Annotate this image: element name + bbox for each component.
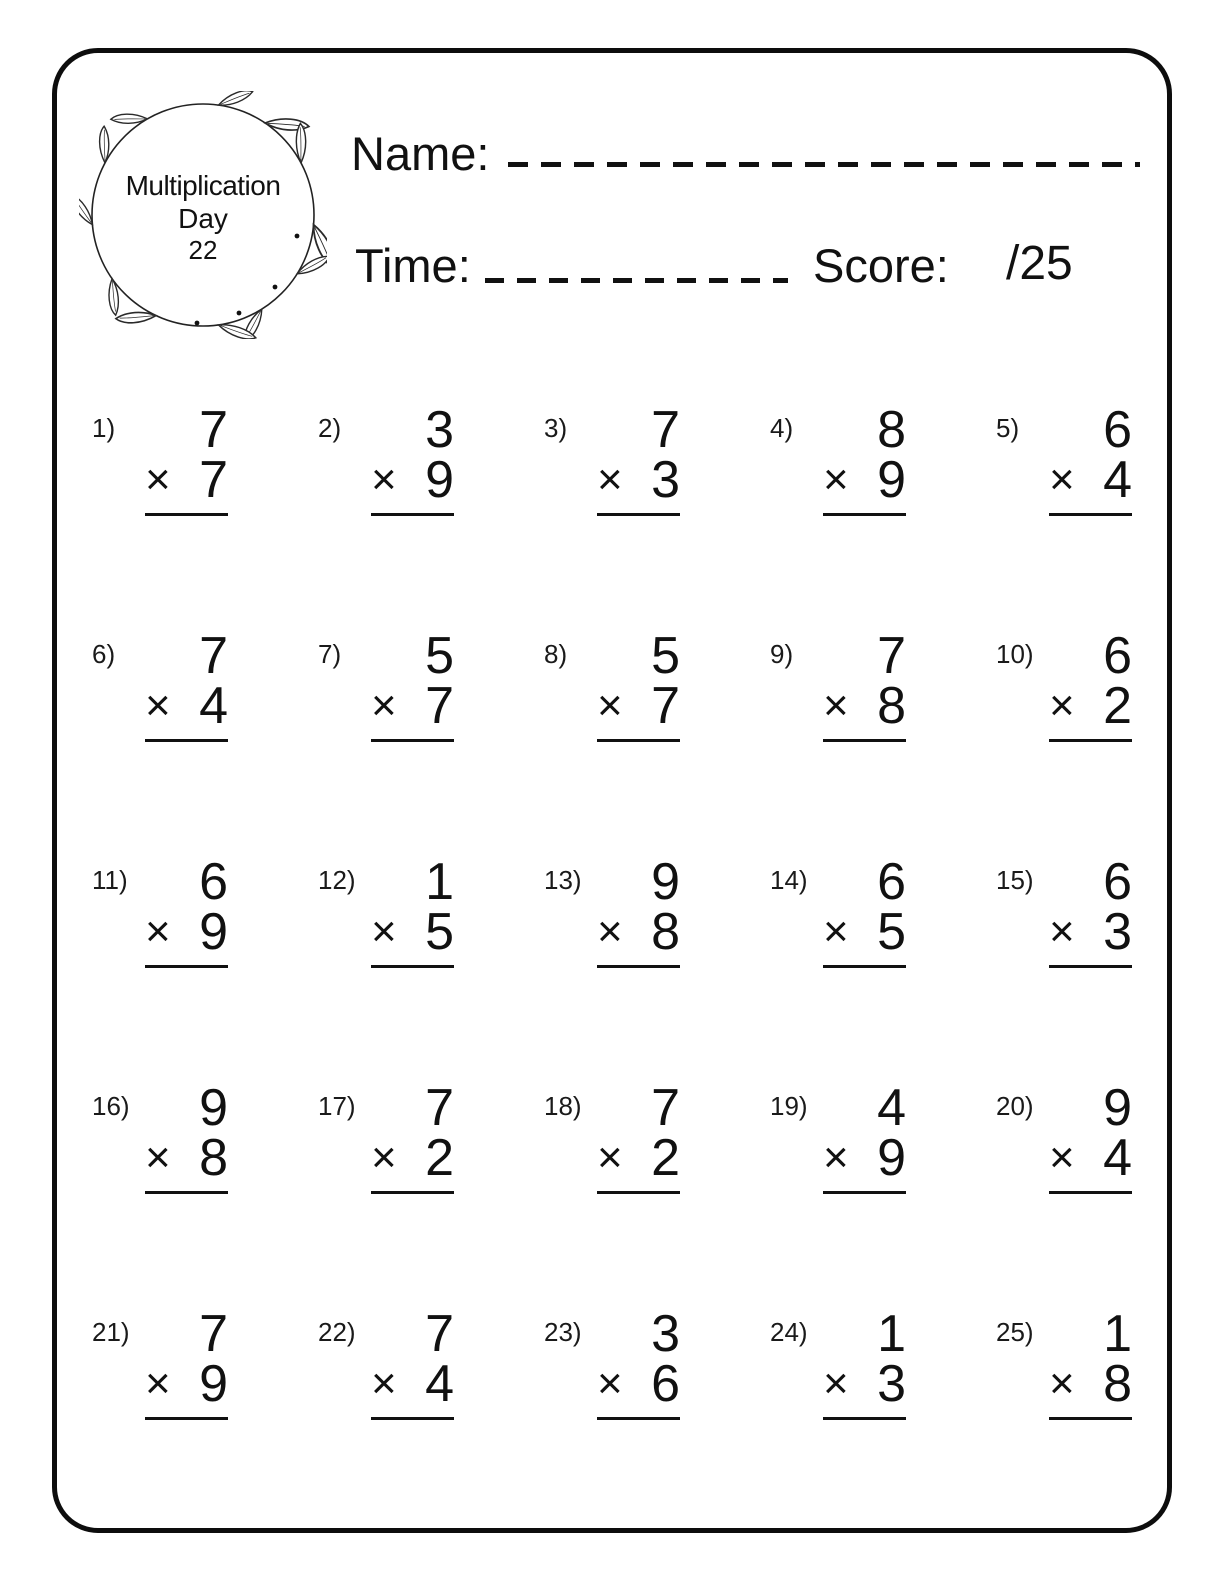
problem-cell (994, 1079, 1220, 1309)
problem-stack (597, 401, 680, 516)
multiplier: 8 (199, 1129, 228, 1187)
multiplicand: 6 (877, 853, 906, 911)
problem-stack (597, 627, 680, 742)
score-value: /25 (1006, 237, 1073, 290)
problem-number: 11) (92, 865, 128, 895)
times-icon: × (597, 1359, 623, 1408)
times-icon: × (145, 681, 171, 730)
problem-cell (768, 401, 994, 631)
problem-stack (371, 401, 454, 516)
multiplicand: 1 (1103, 1305, 1132, 1363)
multiplicand: 7 (877, 627, 906, 685)
multiplicand: 7 (199, 1305, 228, 1363)
problem-number: 20) (996, 1091, 1034, 1121)
problem-stack (823, 1079, 906, 1194)
multiplicand: 3 (651, 1305, 680, 1363)
multiplier: 8 (1103, 1355, 1132, 1413)
problem-cell (316, 853, 542, 1083)
problem-stack (597, 1079, 680, 1194)
problem-cell (994, 1305, 1220, 1535)
problem-stack (1049, 1079, 1132, 1194)
problem-stack (597, 1305, 680, 1420)
multiplier: 7 (651, 677, 680, 735)
problem-stack (823, 401, 906, 516)
multiplicand: 7 (199, 401, 228, 459)
multiplier: 7 (199, 451, 228, 509)
problem-stack (145, 853, 228, 968)
multiplier: 9 (877, 1129, 906, 1187)
multiplicand: 3 (425, 401, 454, 459)
problem-number: 19) (770, 1091, 808, 1121)
times-icon: × (371, 455, 397, 504)
score-label: Score: (813, 239, 949, 292)
multiplier: 9 (199, 1355, 228, 1413)
multiplier: 5 (425, 903, 454, 961)
problem-stack (145, 401, 228, 516)
multiplier: 2 (651, 1129, 680, 1187)
times-icon: × (597, 1133, 623, 1182)
problem-number: 3) (544, 413, 568, 443)
problem-cell (90, 853, 316, 1083)
problem-number: 8) (544, 639, 568, 669)
multiplicand: 7 (651, 1079, 680, 1137)
multiplier: 2 (425, 1129, 454, 1187)
times-icon: × (145, 1133, 171, 1182)
problem-stack (1049, 1305, 1132, 1420)
multiplicand: 7 (425, 1305, 454, 1363)
multiplier: 9 (425, 451, 454, 509)
problem-number: 13) (544, 865, 582, 895)
problem-number: 12) (318, 865, 356, 895)
multiplier: 3 (1103, 903, 1132, 961)
problem-stack (371, 627, 454, 742)
problem-cell (90, 1079, 316, 1309)
problem-number: 2) (318, 413, 342, 443)
problem-number: 16) (92, 1091, 130, 1121)
multiplier: 3 (651, 451, 680, 509)
multiplicand: 1 (425, 853, 454, 911)
times-icon: × (1049, 455, 1075, 504)
times-icon: × (1049, 1359, 1075, 1408)
multiplier: 7 (425, 677, 454, 735)
problem-number: 21) (92, 1317, 130, 1347)
problem-number: 14) (770, 865, 808, 895)
multiplier: 4 (199, 677, 228, 735)
problem-cell (994, 853, 1220, 1083)
multiplier: 9 (199, 903, 228, 961)
problem-cell (768, 1305, 994, 1535)
problem-stack (145, 627, 228, 742)
problem-number: 25) (996, 1317, 1034, 1347)
multiplicand: 6 (1103, 853, 1132, 911)
times-icon: × (597, 455, 623, 504)
problem-cell (768, 627, 994, 857)
multiplier: 4 (1103, 451, 1132, 509)
multiplicand: 9 (199, 1079, 228, 1137)
times-icon: × (1049, 681, 1075, 730)
multiplier: 8 (651, 903, 680, 961)
problem-number: 18) (544, 1091, 582, 1121)
problem-cell (994, 627, 1220, 857)
multiplicand: 9 (651, 853, 680, 911)
multiplicand: 7 (199, 627, 228, 685)
logo-title: Multiplication (125, 169, 281, 201)
problem-cell (542, 1305, 768, 1535)
problem-cell (542, 853, 768, 1083)
problem-cell (542, 401, 768, 631)
problem-stack (597, 853, 680, 968)
times-icon: × (823, 455, 849, 504)
times-icon: × (371, 907, 397, 956)
times-icon: × (145, 907, 171, 956)
problem-cell (90, 627, 316, 857)
problem-cell (316, 401, 542, 631)
multiplier: 8 (877, 677, 906, 735)
multiplier: 5 (877, 903, 906, 961)
problem-stack (823, 853, 906, 968)
problem-number: 10) (996, 639, 1034, 669)
problem-cell (542, 1079, 768, 1309)
times-icon: × (145, 455, 171, 504)
problem-cell (768, 1079, 994, 1309)
logo-text (79, 91, 327, 339)
problem-cell (90, 401, 316, 631)
problems-grid (90, 401, 1220, 1535)
problem-cell (90, 1305, 316, 1535)
multiplier: 3 (877, 1355, 906, 1413)
multiplicand: 7 (651, 401, 680, 459)
multiplier: 2 (1103, 677, 1132, 735)
problem-number: 9) (770, 639, 794, 669)
multiplier: 4 (1103, 1129, 1132, 1187)
multiplicand: 1 (877, 1305, 906, 1363)
problem-cell (994, 401, 1220, 631)
times-icon: × (371, 681, 397, 730)
time-label: Time: (355, 239, 471, 292)
problem-stack (145, 1079, 228, 1194)
problem-stack (823, 627, 906, 742)
times-icon: × (823, 907, 849, 956)
multiplier: 6 (651, 1355, 680, 1413)
problem-cell (316, 1305, 542, 1535)
problem-number: 23) (544, 1317, 582, 1347)
problem-stack (145, 1305, 228, 1420)
problem-number: 5) (996, 413, 1020, 443)
problem-stack (1049, 627, 1132, 742)
page-border (52, 48, 1172, 1533)
time-blank-line (485, 278, 788, 283)
problem-cell (542, 627, 768, 857)
multiplicand: 6 (199, 853, 228, 911)
problem-number: 15) (996, 865, 1034, 895)
problem-number: 1) (92, 413, 116, 443)
problem-number: 4) (770, 413, 794, 443)
problem-stack (371, 853, 454, 968)
times-icon: × (823, 1359, 849, 1408)
problem-number: 7) (318, 639, 342, 669)
problem-stack (1049, 853, 1132, 968)
problem-number: 17) (318, 1091, 356, 1121)
multiplier: 4 (425, 1355, 454, 1413)
times-icon: × (597, 907, 623, 956)
problem-number: 22) (318, 1317, 356, 1347)
problem-cell (316, 1079, 542, 1309)
logo-number: 22 (188, 234, 218, 265)
multiplicand: 4 (877, 1079, 906, 1137)
name-blank-line (508, 162, 1140, 167)
problem-number: 24) (770, 1317, 808, 1347)
times-icon: × (371, 1359, 397, 1408)
times-icon: × (145, 1359, 171, 1408)
multiplicand: 9 (1103, 1079, 1132, 1137)
problem-cell (768, 853, 994, 1083)
multiplicand: 5 (651, 627, 680, 685)
multiplier: 9 (877, 451, 906, 509)
problem-stack (1049, 401, 1132, 516)
multiplicand: 7 (425, 1079, 454, 1137)
times-icon: × (1049, 907, 1075, 956)
times-icon: × (1049, 1133, 1075, 1182)
wreath-logo (79, 91, 327, 339)
multiplicand: 6 (1103, 627, 1132, 685)
problem-stack (371, 1305, 454, 1420)
multiplicand: 8 (877, 401, 906, 459)
times-icon: × (371, 1133, 397, 1182)
problem-number: 6) (92, 639, 116, 669)
times-icon: × (823, 1133, 849, 1182)
multiplicand: 6 (1103, 401, 1132, 459)
multiplicand: 5 (425, 627, 454, 685)
times-icon: × (597, 681, 623, 730)
times-icon: × (823, 681, 849, 730)
problem-cell (316, 627, 542, 857)
name-label: Name: (351, 127, 490, 180)
problem-stack (823, 1305, 906, 1420)
problem-stack (371, 1079, 454, 1194)
logo-day: Day (178, 202, 228, 234)
